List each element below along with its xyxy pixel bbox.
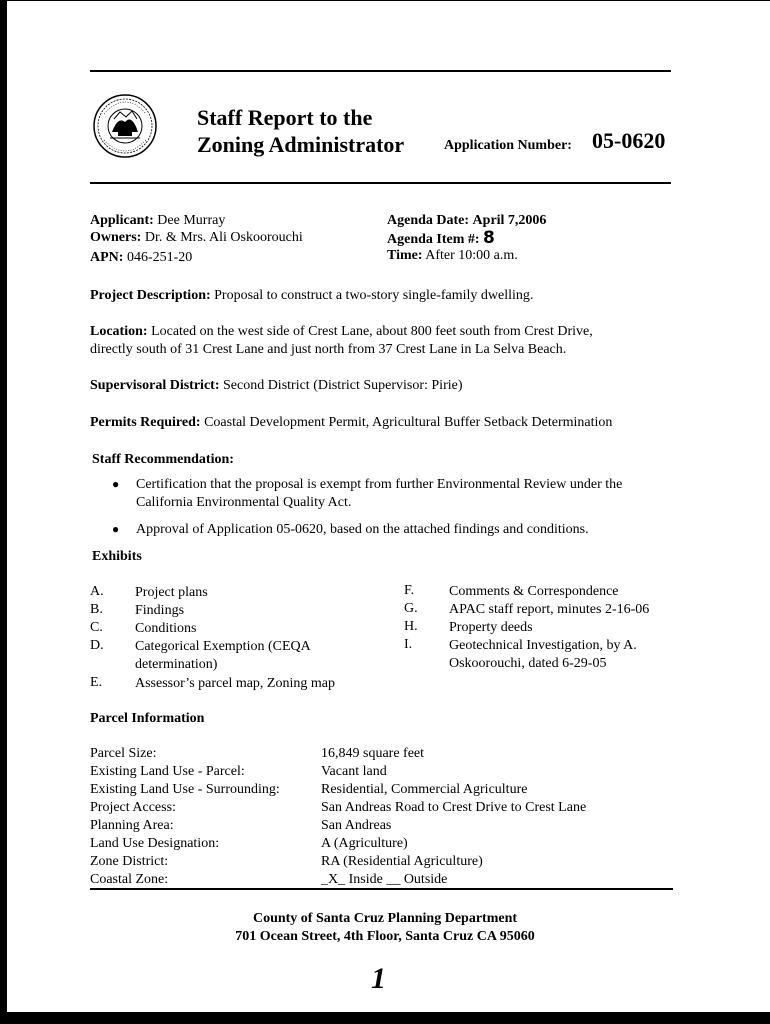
recommendation-item-1: [136, 476, 666, 512]
exhibit-item: [449, 637, 637, 673]
parcel-row-value: Residential, Commercial Agriculture: [321, 782, 528, 797]
owners-value: Dr. & Mrs. Ali Oskoorouchi: [144, 230, 303, 245]
parcel-row-value: San Andreas Road to Crest Drive to Crest Lane: [321, 800, 587, 815]
location: [90, 323, 680, 359]
exhibit-item: APAC staff report, minutes 2-16-06: [449, 602, 650, 617]
exhibit-item: Assessor’s parcel map, Zoning map: [135, 676, 335, 691]
exhibits-heading: Exhibits: [92, 549, 142, 564]
staff-recommendation-heading: Staff Recommendation:: [92, 452, 234, 467]
parcel-row-value: San Andreas: [321, 818, 392, 833]
page-border-bottom: [0, 1012, 770, 1024]
parcel-row-value: _X_ Inside __ Outside: [321, 872, 448, 887]
exhibit-item-line2: Oskoorouchi, dated 6-29-05: [449, 656, 607, 671]
exhibit-item: Comments & Correspondence: [449, 584, 619, 599]
page-number: 1: [371, 962, 386, 995]
permits-required: [90, 414, 680, 432]
owners-row: [90, 229, 303, 247]
exhibit-item: Findings: [135, 603, 185, 618]
exhibit-letter: A.: [90, 584, 104, 599]
exhibit-item: [135, 638, 311, 674]
project-description: [90, 287, 680, 305]
agenda-item-label: Agenda Item #:: [387, 232, 480, 247]
location-line1: Located on the west side of Crest Lane, about 800 feet south from Crest Drive,: [151, 324, 593, 339]
header-bottom-rule: [90, 182, 671, 184]
applicant-value: Dee Murray: [157, 213, 226, 228]
project-description-label: Project Description:: [90, 288, 211, 303]
agenda-item-value: 8: [483, 228, 495, 248]
parcel-row-value: Vacant land: [321, 764, 387, 779]
header-top-rule: [90, 70, 671, 72]
apn-row: [90, 249, 192, 267]
exhibit-letter: H.: [404, 619, 418, 634]
footer-address: 701 Ocean Street, 4th Floor, Santa Cruz CA 95060: [235, 929, 535, 944]
district-value: Second District (District Supervisor: Pirie): [222, 378, 463, 393]
parcel-row-label: Planning Area:: [90, 818, 174, 833]
report-title: [197, 104, 404, 158]
exhibit-letter: E.: [90, 675, 103, 690]
exhibit-item: Project plans: [135, 585, 208, 600]
bullet-icon: ●: [112, 522, 120, 536]
exhibit-item: Conditions: [135, 621, 197, 636]
exhibit-letter: I.: [404, 637, 413, 652]
exhibit-item-line1: Geotechnical Investigation, by A.: [449, 638, 637, 653]
recommendation-item-1-line1: Certification that the proposal is exempt from further Environmental Review under the: [136, 477, 623, 492]
apn-label: APN:: [90, 250, 124, 265]
exhibit-item: Property deeds: [449, 620, 533, 635]
owners-label: Owners:: [90, 230, 142, 245]
exhibit-item-line2: determination): [135, 657, 218, 672]
district-label: Supervisoral District:: [90, 378, 220, 393]
applicant-label: Applicant:: [90, 213, 154, 228]
agenda-date-value: April 7,2006: [472, 213, 547, 228]
parcel-row-label: Land Use Designation:: [90, 836, 220, 851]
parcel-row-label: Parcel Size:: [90, 746, 157, 761]
parcel-row-label: Project Access:: [90, 800, 176, 815]
time-label: Time:: [387, 248, 423, 263]
project-description-text: Proposal to construct a two-story single-family dwelling.: [214, 288, 534, 303]
permits-label: Permits Required:: [90, 415, 201, 430]
parcel-row-label: Existing Land Use - Parcel:: [90, 764, 245, 779]
report-title-line2: Zoning Administrator: [197, 132, 405, 157]
parcel-row-label: Zone District:: [90, 854, 169, 869]
footer-department: County of Santa Cruz Planning Department: [252, 911, 518, 926]
exhibit-letter: F.: [404, 583, 415, 598]
parcel-row-value: 16,849 square feet: [321, 746, 425, 761]
county-seal-icon: [92, 92, 158, 160]
location-label: Location:: [90, 324, 148, 339]
parcel-row-label: Coastal Zone:: [90, 872, 169, 887]
agenda-date-row: [387, 212, 546, 230]
parcel-row-label: Existing Land Use - Surrounding:: [90, 782, 280, 797]
agenda-item-row: [387, 229, 495, 249]
apn-value: 046-251-20: [126, 250, 193, 265]
exhibit-letter: B.: [90, 602, 103, 617]
exhibit-letter: G.: [404, 601, 418, 616]
parcel-row-value: RA (Residential Agriculture): [321, 854, 483, 869]
recommendation-item-1-line2: California Environmental Quality Act.: [136, 495, 352, 510]
page-border-left: [0, 0, 7, 1024]
application-number: 05-0620: [592, 128, 666, 153]
page-border-top: [7, 0, 770, 1]
recommendation-item-2: Approval of Application 05-0620, based on the attached findings and conditions.: [136, 522, 589, 537]
parcel-row-value: A (Agriculture): [321, 836, 408, 851]
exhibit-item-line1: Categorical Exemption (CEQA: [135, 639, 311, 654]
report-title-line1: Staff Report to the: [197, 105, 373, 130]
applicant-row: [90, 212, 225, 230]
parcel-information-heading: Parcel Information: [90, 711, 205, 726]
exhibit-letter: D.: [90, 638, 104, 653]
location-line2: directly south of 31 Crest Lane and just north from 37 Crest Lane in La Selva Beach.: [90, 342, 567, 357]
supervisoral-district: [90, 377, 680, 395]
bullet-icon: ●: [112, 477, 120, 491]
exhibit-letter: C.: [90, 620, 103, 635]
parcel-bottom-rule: [90, 888, 673, 890]
permits-value: Coastal Development Permit, Agricultural Buffer Setback Determination: [204, 415, 613, 430]
time-row: [387, 247, 518, 265]
agenda-date-label: Agenda Date:: [387, 213, 470, 228]
time-value: After 10:00 a.m.: [425, 248, 518, 263]
application-number-label: Application Number:: [444, 138, 572, 153]
